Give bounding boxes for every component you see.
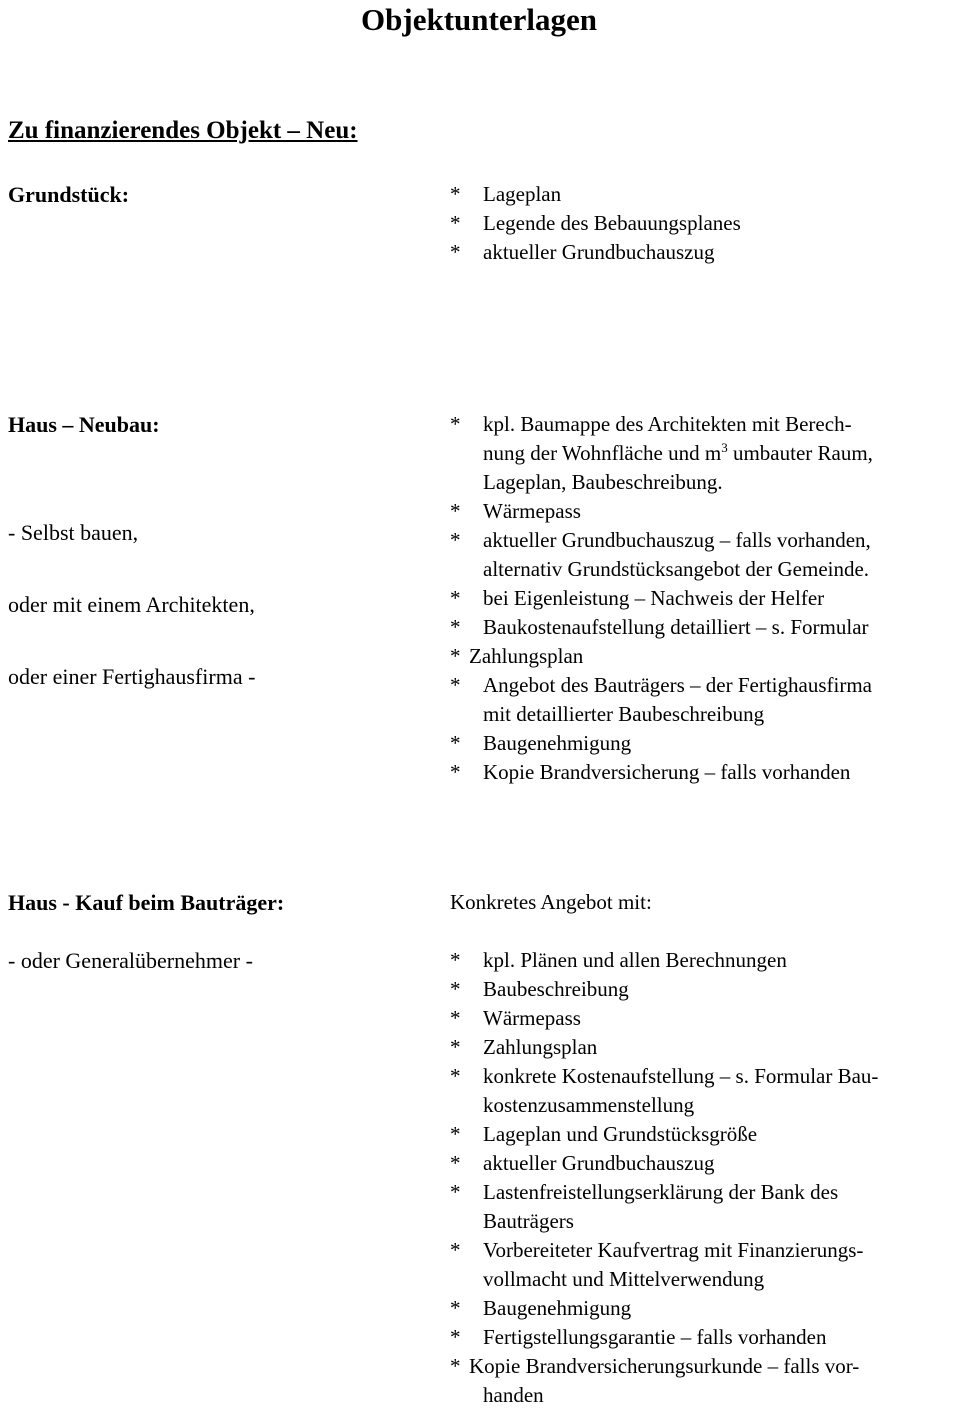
line-text: Kopie Brandversicherungsurkunde – falls vor- [469, 1354, 860, 1378]
asterisk-bullet: * [450, 182, 461, 206]
superscript-text: 3 [721, 440, 728, 455]
left-label-column [8, 410, 448, 787]
asterisk-bullet: * [450, 1064, 461, 1088]
asterisk-bullet: * [450, 644, 461, 668]
line-text: bei Eigenleistung – Nachweis der Helfer [483, 586, 825, 610]
asterisk-bullet: * [450, 1122, 461, 1146]
list-column [450, 180, 950, 267]
list-item-continuation [450, 1091, 950, 1120]
asterisk-bullet: * [450, 586, 461, 610]
list-item-line [450, 1178, 950, 1207]
line-text: Vorbereiteter Kaufvertrag mit Finanzierungs- [483, 1238, 864, 1262]
asterisk-bullet: * [450, 1035, 461, 1059]
asterisk-bullet: * [450, 760, 461, 784]
section-sublabel: oder mit einem Architekten, [8, 592, 255, 617]
asterisk-bullet: * [450, 977, 461, 1001]
line-text: aktueller Grundbuchauszug [483, 240, 715, 264]
line-text: Baubeschreibung [483, 977, 629, 1001]
line-text: Lageplan und Grundstücksgröße [483, 1122, 758, 1146]
line-text: Fertigstellungsgarantie – falls vorhanden [483, 1325, 827, 1349]
line-text: Lastenfreistellungserklärung der Bank des [483, 1180, 839, 1204]
line-text: Wärmepass [483, 1006, 581, 1030]
line-text: handen [483, 1383, 544, 1407]
list-column [450, 888, 950, 1410]
list-item-line [450, 1236, 950, 1265]
line-text: Wärmepass [483, 499, 581, 523]
section-sublabel: - oder Generalübernehmer - [8, 948, 253, 973]
line-text: Konkretes Angebot mit: [450, 890, 652, 914]
section-label: Grundstück: [8, 182, 130, 207]
text-part: nung der Wohnfläche und m [483, 441, 722, 465]
list-item-line [450, 1062, 950, 1091]
asterisk-bullet: * [450, 1006, 461, 1030]
list-item-line [450, 642, 950, 671]
line-text: alternativ Grundstücksangebot der Gemeinde. [483, 557, 870, 581]
asterisk-bullet: * [450, 1296, 461, 1320]
list-item-line [450, 410, 950, 439]
list-column [450, 410, 950, 787]
list-item-line [450, 975, 950, 1004]
right-intro-line [450, 888, 950, 917]
list-item-line [450, 584, 950, 613]
line-text: Bauträgers [483, 1209, 574, 1233]
section-sublabel: - Selbst bauen, [8, 520, 139, 545]
list-item-continuation [450, 1381, 950, 1410]
list-item-line [450, 946, 950, 975]
asterisk-bullet: * [450, 211, 461, 235]
list-item-line [450, 1149, 950, 1178]
section-haus-neubau [8, 410, 950, 787]
list-item-continuation [450, 439, 950, 468]
list-item-line [450, 1323, 950, 1352]
section-label: Haus – Neubau: [8, 412, 160, 437]
list-item-line [450, 729, 950, 758]
line-text: Lageplan, Baubeschreibung. [483, 470, 723, 494]
line-text: aktueller Grundbuchauszug – falls vorhanden, [483, 528, 871, 552]
asterisk-bullet: * [450, 1354, 461, 1378]
line-text: kpl. Plänen und allen Berechnungen [483, 948, 787, 972]
line-text: Angebot des Bauträgers – der Fertighausfirma [483, 673, 872, 697]
left-label-column [8, 180, 448, 267]
list-item-continuation [450, 555, 950, 584]
asterisk-bullet: * [450, 412, 461, 436]
list-item-continuation [450, 1265, 950, 1294]
line-text: Baukostenaufstellung detailliert – s. Formular [483, 615, 869, 639]
line-text: Zahlungsplan [483, 1035, 598, 1059]
asterisk-bullet: * [450, 615, 461, 639]
line-text: aktueller Grundbuchauszug [483, 1151, 715, 1175]
asterisk-bullet: * [450, 1151, 461, 1175]
list-item-continuation [450, 700, 950, 729]
section-grundstueck [8, 180, 950, 267]
list-item-line [450, 613, 950, 642]
list-item-line [450, 1352, 950, 1381]
line-text: kpl. Baumappe des Architekten mit Berech- [483, 412, 852, 436]
list-item-line [450, 1004, 950, 1033]
line-text: Baugenehmigung [483, 1296, 632, 1320]
asterisk-bullet: * [450, 240, 461, 264]
asterisk-bullet: * [450, 673, 461, 697]
asterisk-bullet: * [450, 1325, 461, 1349]
line-text: konkrete Kostenaufstellung – s. Formular Bau- [483, 1064, 879, 1088]
list-item-line [450, 526, 950, 555]
line-text: Zahlungsplan [469, 644, 584, 668]
list-item-line [450, 1033, 950, 1062]
list-item-line [450, 758, 950, 787]
list-item-line [450, 180, 950, 209]
list-item-line [450, 671, 950, 700]
line-text: vollmacht und Mittelverwendung [483, 1267, 765, 1291]
section-haus-kauf-bautraeger [8, 888, 950, 1410]
asterisk-bullet: * [450, 1180, 461, 1204]
line-text: kostenzusammenstellung [483, 1093, 695, 1117]
line-text: Kopie Brandversicherung – falls vorhanden [483, 760, 851, 784]
list-item-line [450, 238, 950, 267]
document-title: Objektunterlagen [361, 2, 597, 37]
asterisk-bullet: * [450, 1238, 461, 1262]
list-item-continuation [450, 1207, 950, 1236]
line-text: Baugenehmigung [483, 731, 632, 755]
line-text: mit detaillierter Baubeschreibung [483, 702, 765, 726]
asterisk-bullet: * [450, 731, 461, 755]
list-item-line [450, 209, 950, 238]
asterisk-bullet: * [450, 528, 461, 552]
left-label-column [8, 888, 448, 1410]
asterisk-bullet: * [450, 948, 461, 972]
asterisk-bullet: * [450, 499, 461, 523]
line-text [483, 441, 873, 465]
list-item-line [450, 1294, 950, 1323]
section-label: Haus - Kauf beim Bauträger: [8, 890, 285, 915]
list-item-continuation [450, 468, 950, 497]
list-item-line [450, 1120, 950, 1149]
line-text: Lageplan [483, 182, 562, 206]
sections-container [8, 180, 950, 1410]
section-sublabel: oder einer Fertighausfirma - [8, 664, 256, 689]
list-item-line [450, 497, 950, 526]
text-part: umbauter Raum, [727, 441, 873, 465]
line-text: Legende des Bebauungsplanes [483, 211, 741, 235]
section-heading-underlined: Zu finanzierendes Objekt – Neu: [8, 117, 358, 144]
